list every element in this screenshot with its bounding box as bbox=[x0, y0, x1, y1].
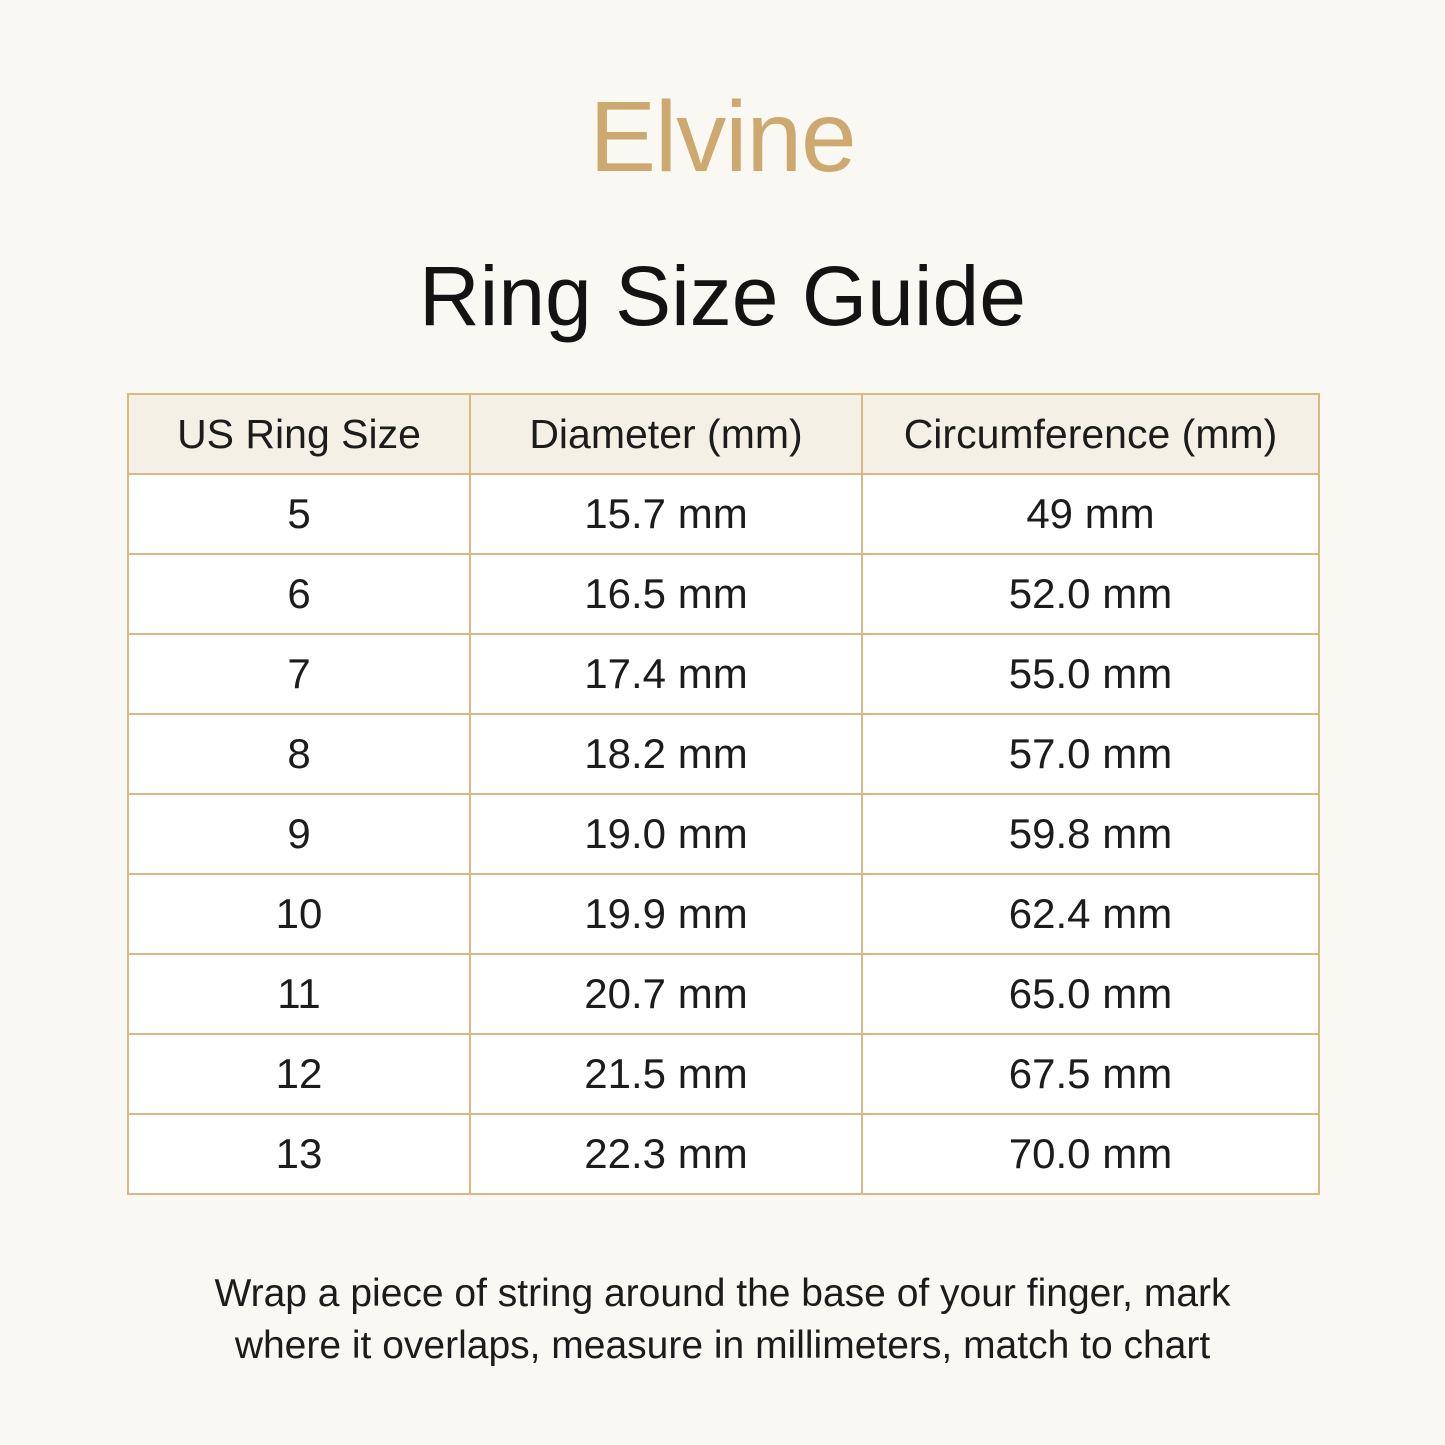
cell-diameter: 21.5 mm bbox=[470, 1034, 862, 1114]
cell-diameter: 18.2 mm bbox=[470, 714, 862, 794]
cell-ring-size: 11 bbox=[128, 954, 470, 1034]
cell-ring-size: 6 bbox=[128, 554, 470, 634]
cell-diameter: 15.7 mm bbox=[470, 474, 862, 554]
measuring-instructions bbox=[0, 1268, 1445, 1372]
cell-diameter: 22.3 mm bbox=[470, 1114, 862, 1194]
brand-logo: Elvine bbox=[589, 81, 856, 193]
header-circumference: Circumference (mm) bbox=[862, 394, 1319, 474]
cell-circumference: 59.8 mm bbox=[862, 794, 1319, 874]
ring-size-table bbox=[127, 393, 1320, 1195]
cell-ring-size: 13 bbox=[128, 1114, 470, 1194]
table-row bbox=[128, 474, 1319, 554]
cell-circumference: 49 mm bbox=[862, 474, 1319, 554]
cell-circumference: 55.0 mm bbox=[862, 634, 1319, 714]
cell-ring-size: 7 bbox=[128, 634, 470, 714]
cell-diameter: 16.5 mm bbox=[470, 554, 862, 634]
cell-diameter: 20.7 mm bbox=[470, 954, 862, 1034]
cell-circumference: 57.0 mm bbox=[862, 714, 1319, 794]
instructions-line-2: where it overlaps, measure in millimeters, match to chart bbox=[234, 1324, 1211, 1367]
table-row bbox=[128, 714, 1319, 794]
page-title: Ring Size Guide bbox=[419, 249, 1026, 343]
cell-diameter: 17.4 mm bbox=[470, 634, 862, 714]
cell-ring-size: 8 bbox=[128, 714, 470, 794]
table-row bbox=[128, 1114, 1319, 1194]
cell-ring-size: 12 bbox=[128, 1034, 470, 1114]
table-row bbox=[128, 954, 1319, 1034]
cell-diameter: 19.0 mm bbox=[470, 794, 862, 874]
cell-ring-size: 10 bbox=[128, 874, 470, 954]
instructions-line-1: Wrap a piece of string around the base of your finger, mark bbox=[214, 1272, 1231, 1315]
cell-circumference: 52.0 mm bbox=[862, 554, 1319, 634]
cell-ring-size: 9 bbox=[128, 794, 470, 874]
table-row bbox=[128, 1034, 1319, 1114]
cell-circumference: 70.0 mm bbox=[862, 1114, 1319, 1194]
cell-circumference: 67.5 mm bbox=[862, 1034, 1319, 1114]
table-row bbox=[128, 554, 1319, 634]
cell-diameter: 19.9 mm bbox=[470, 874, 862, 954]
header-us-ring-size: US Ring Size bbox=[128, 394, 470, 474]
cell-ring-size: 5 bbox=[128, 474, 470, 554]
cell-circumference: 65.0 mm bbox=[862, 954, 1319, 1034]
table-header-row bbox=[128, 394, 1319, 474]
table-row bbox=[128, 634, 1319, 714]
table-row bbox=[128, 874, 1319, 954]
table-row bbox=[128, 794, 1319, 874]
cell-circumference: 62.4 mm bbox=[862, 874, 1319, 954]
header-diameter: Diameter (mm) bbox=[470, 394, 862, 474]
